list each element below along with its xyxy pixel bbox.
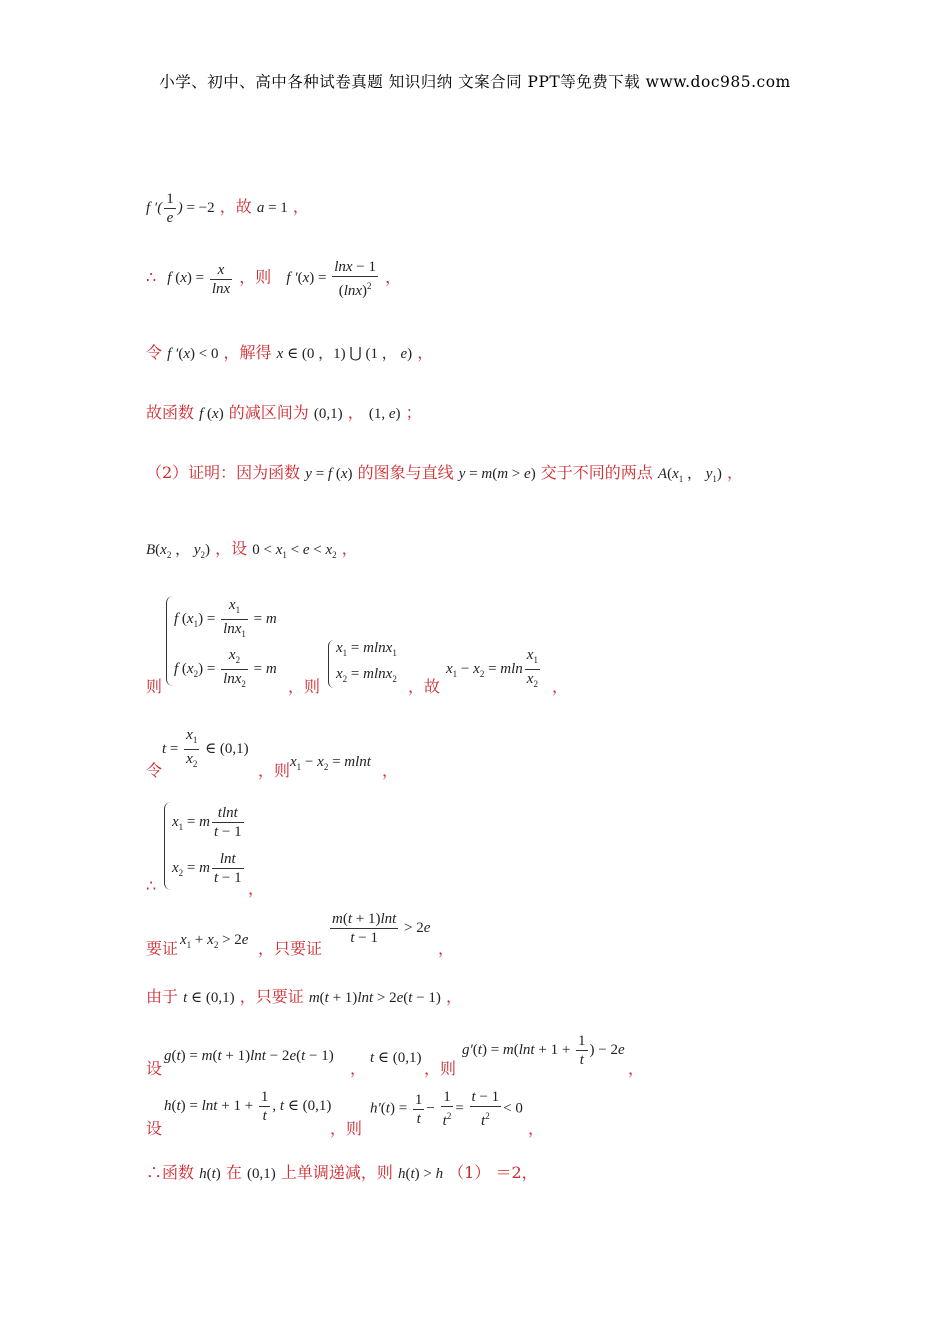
line-1: f ′( $\frac{1}{e}$ ) = −2 ，故 a = 1 ， bbox=[146, 191, 309, 226]
line-4: 故函数 f (x) 的减区间为 (0,1) ， (1, e) ； bbox=[146, 403, 422, 422]
line-2: ∴ f (x) = $\frac{x}{\ln x}$ ，则 f ′(x) = $\frac{\ln x - 1}{(\ln x)^2}$ ， bbox=[146, 259, 402, 299]
line-11: 由于 t ∈ (0,1) ，只要证 m(t + 1)lnt > 2e(t − 1) ， bbox=[146, 987, 463, 1006]
line-14: ∴函数 h(t) 在 (0,1) 上单调递减，则 h(t) > h （1） ＝2， bbox=[146, 1163, 538, 1182]
left-brace bbox=[328, 640, 334, 688]
left-brace bbox=[166, 596, 173, 686]
document-page: 小学、初中、高中各种试卷真题 知识归纳 文案合同 PPT等免费下载 www.doc985.com f ′( $\frac{1}{e}$ ) = −2 ，故 a = 1 ， ∴ f (x) = $\frac{x}{\ln x}$ ，则 f ′(x) = $\frac{\ln x - 1}{(\ln x)^2}$ ， 令 f ′(x) < 0 ，解得 x ∈ (0 ，1) ⋃ (1 ， e) ， 故函数 f (x) 的减区间为 (0,1) ， (1, e) ； （2）证明：因为函数 y = f (x) 的图象与直线 y = m(m > e) 交于不同的两点 $A(x_1$ ， $y_1$) ， $B(x_2$ ， $y_2$) ，设 $0 < x_1 < e < x_2$ ， 则 f $(x_1)$ = $\frac{x_1}{\ln x_1}$ = m f $(x_2)$ = $\frac{x_2}{\ln x_2}$ = m ，则 $x_1 = mlnx_1$ $x_2 = mlnx_2$ ，故 $x_1 - x_2 = mln$ $\frac{x_1}{x_2}$ ， 令 t = $\frac{x_1}{x_2}$ ∈ (0,1) ，则 $x_1 - x_2 = mlnt$ ， ∴ $x_1 = m$ $\frac{tlnt}{t - 1}$ $x_2 = m$ $\frac{\ln t}{t - 1}$ ， 要证 $x_1 + x_2 > 2e$ ，只要证 $\frac{m(t + 1)\ln t}{t - 1}$ > 2e ， 由于 t ∈ (0,1) ，只要证 m(t + 1)lnt > 2e(t − 1) ， 设 g(t) = m(t + 1)lnt − 2e(t − 1) ， t ∈ (0,1) ，则 g′(t) = m(lnt + 1 + $\frac{1}{t}$ ) − 2e ， 设 h(t) = lnt + 1 + $\frac{1}{t}$ , t ∈ (0,1) ，则 h′(t) = $\frac{1}{t}$ − $\frac{1}{t^2}$ = $\frac{t - 1}{t^2}$ < 0 ， ∴函数 h(t) 在 (0,1) 上单调递减，则 h(t) > h （1） ＝2， bbox=[0, 0, 950, 1344]
left-brace bbox=[164, 802, 171, 890]
line-5: （2）证明：因为函数 y = f (x) 的图象与直线 y = m(m > e) 交于不同的两点 $A(x_1$ ， $y_1$) ， bbox=[146, 463, 744, 484]
page-header: 小学、初中、高中各种试卷真题 知识归纳 文案合同 PPT等免费下载 www.doc985.com bbox=[159, 73, 791, 91]
line-6: $B(x_2$ ， $y_2$) ，设 $0 < x_1 < e < x_2$ ， bbox=[146, 539, 358, 560]
line-3: 令 f ′(x) < 0 ，解得 x ∈ (0 ，1) ⋃ (1 ， e) ， bbox=[146, 343, 434, 362]
